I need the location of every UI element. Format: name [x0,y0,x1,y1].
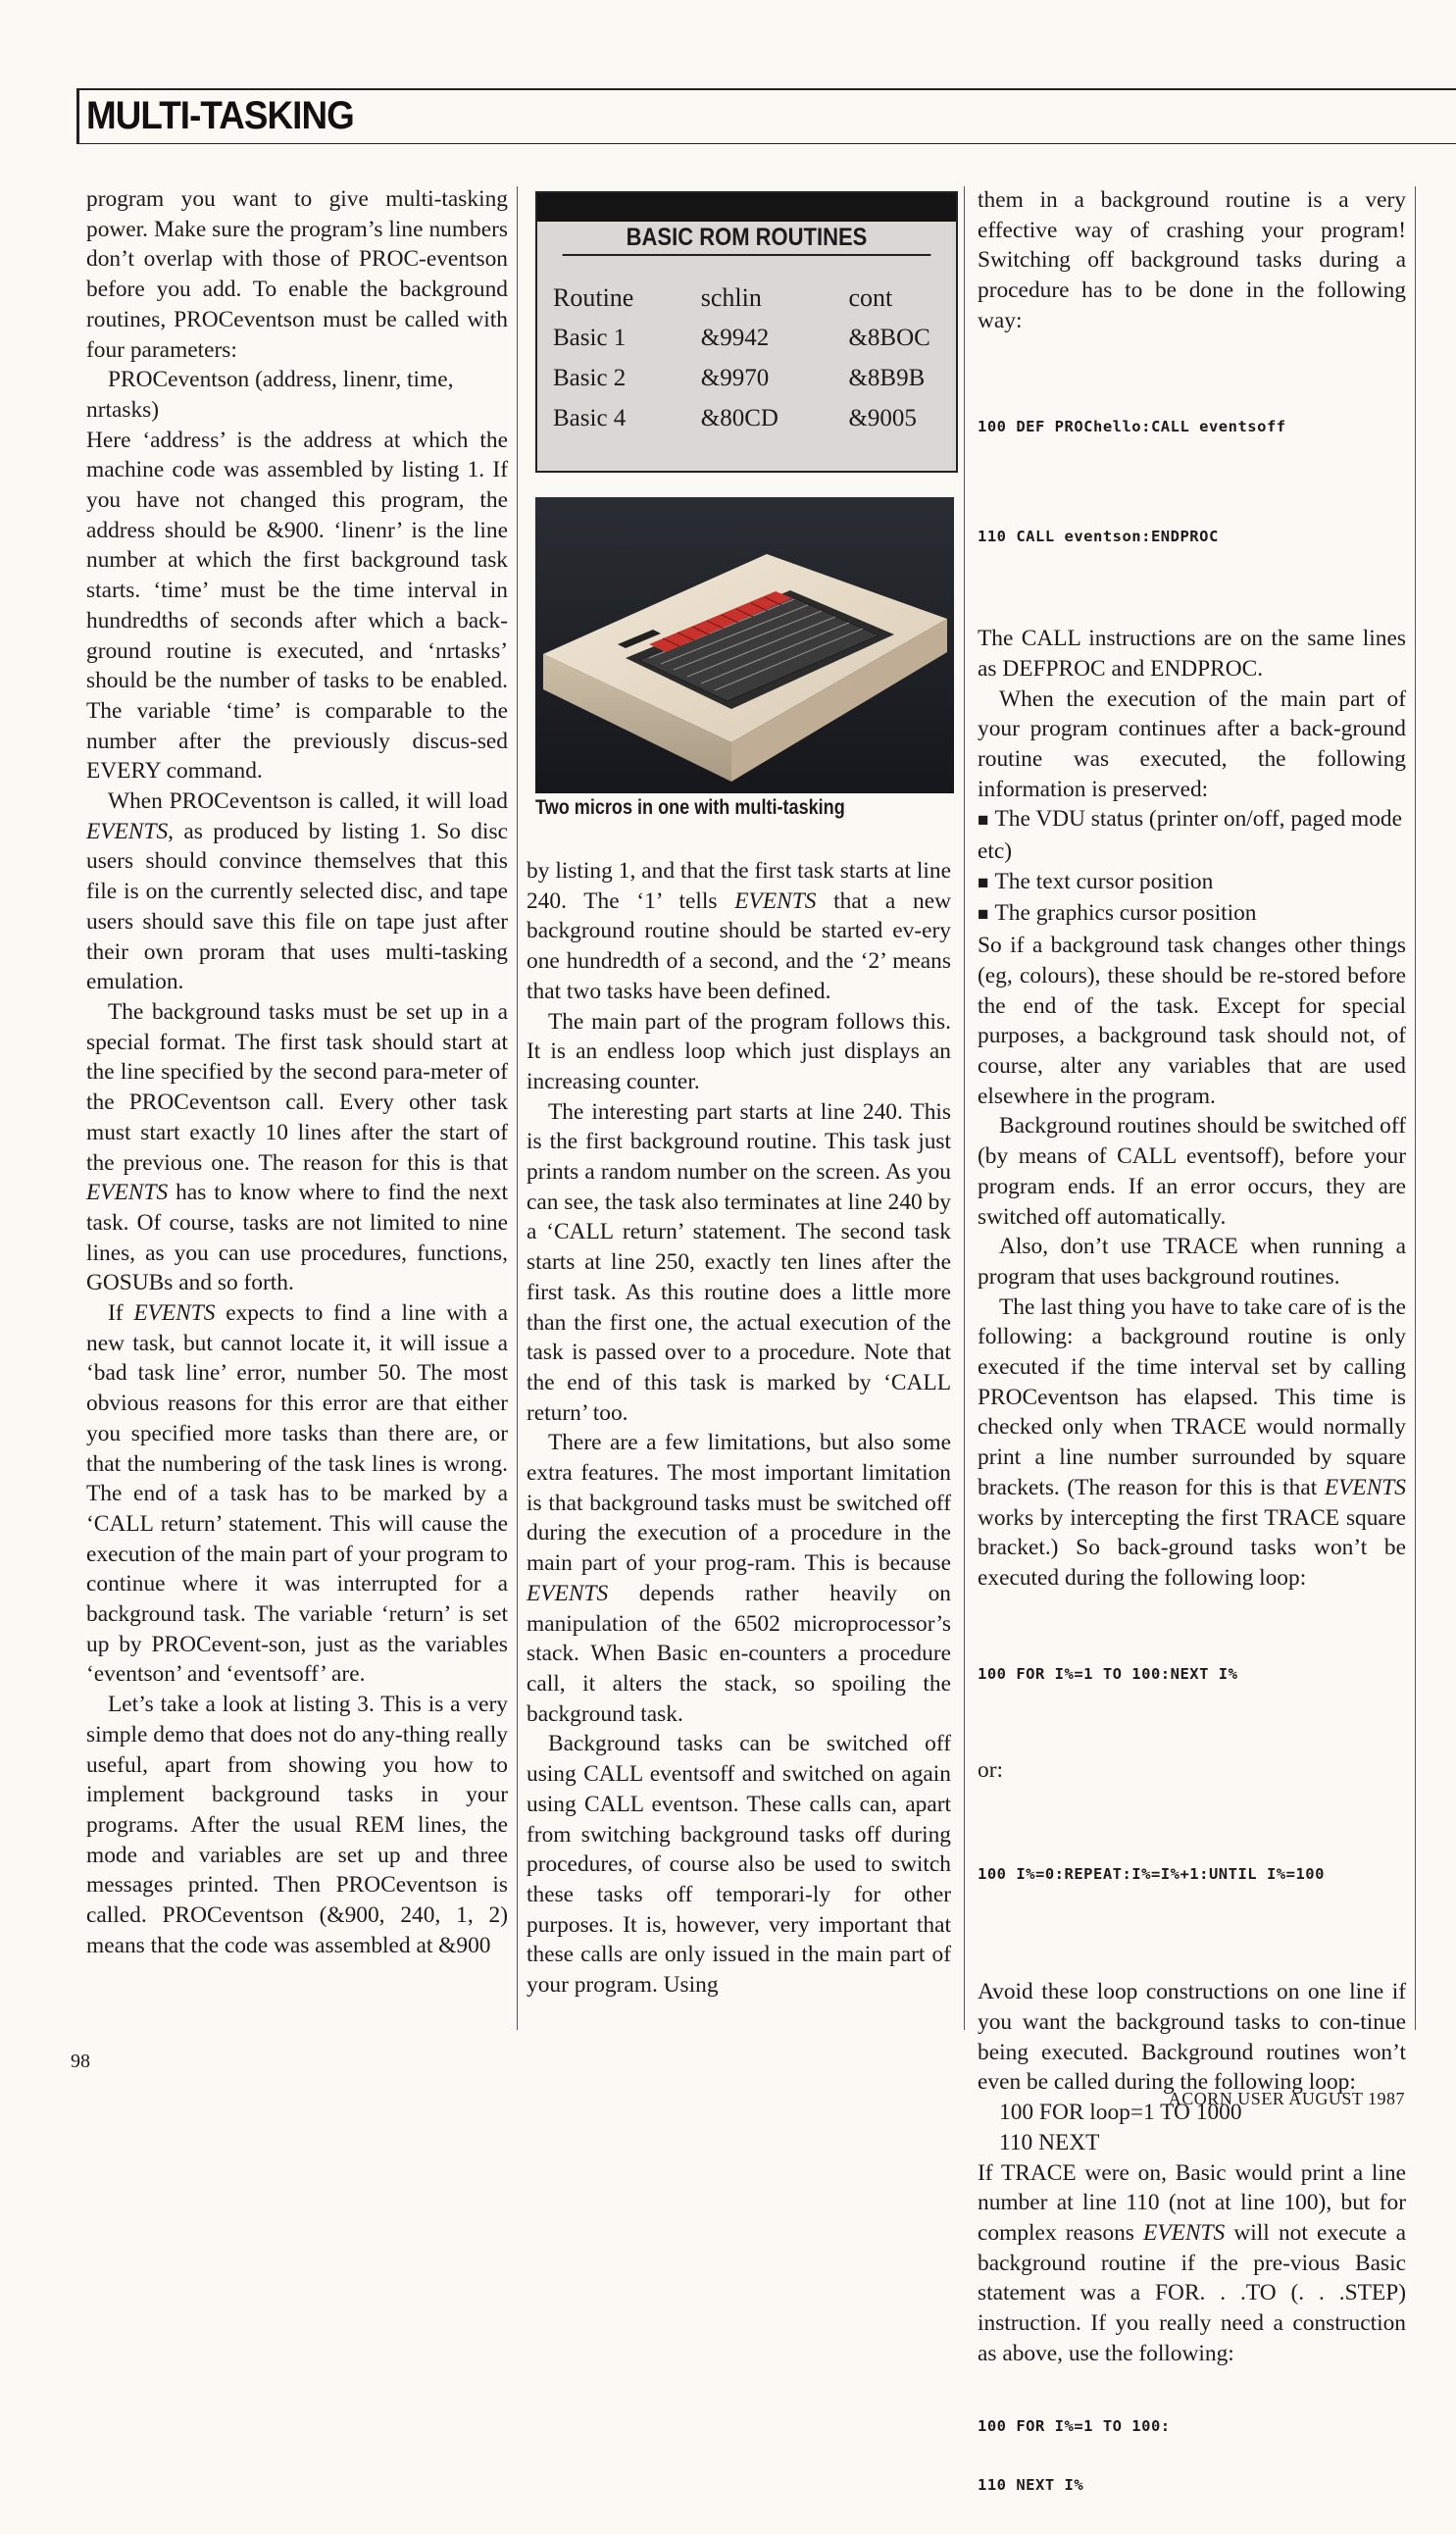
bullet-icon: ■ [978,904,989,926]
header-side-rule [76,88,79,143]
photo-caption: Two micros in one with multi-tasking [535,796,845,819]
bbc-micro-photo [535,497,954,793]
paragraph: Background tasks can be switched off using CALL eventsoff and switched on again using CALL eventson. These calls can, apart from switching background tasks off during procedures, of course also be used to switch these tasks off temporari-ly for other purposes. It is, however, very important that these calls are only issued in the main part of your program. Using [527,1731,951,1999]
table-header-bar [537,193,956,222]
paragraph: The interesting part starts at line 240. This is the first background routine. This task just prints a random number on the screen. As you can see, the task also terminates at line 240 by a ‘CALL return’ statement. The second task starts at line 250, exactly ten lines after the first task. As this routine does a little more than the first one, the actual execution of the task is passed over to a procedure. Note that the end of this task is marked by ‘CALL return’ too. [527,1098,951,1426]
article-column-3 [978,185,1406,2534]
code-line: 100 I%=0:REPEAT:I%=I%+1:UNTIL I%=100 [978,1865,1325,1884]
code-line: 100 FOR I%=1 TO 100:NEXT I% [978,1665,1238,1684]
basic-rom-routines-table [535,191,958,473]
paragraph: PROCeventson (address, linenr, time, nrtasks) [86,367,454,423]
paragraph: Avoid these loop constructions on one line if you want the background tasks to con-tinue being executed. Background routines won’t even be called during the following loop: [978,1979,1406,2096]
column-header: Routine [553,282,634,312]
table-cell: &9942 [700,324,770,351]
code-listing [978,346,1406,619]
table-cell: &8B9B [848,364,926,391]
paragraph: by listing 1, and that the first task starts at line 240. The ‘1’ tells EVENTS that a new background routine should be started ev-ery one hundredth of a second, and the ‘2’ means that two tasks have been defined. [527,858,951,1004]
paragraph: Here ‘address’ is the address at which the machine code was assembled by listing 1. If you have not changed this program, the address should be &900. ‘linenr’ is the line number at which the first background task starts. ‘time’ must be the time interval in hundredths of seconds after which a back-ground routine is executed, and ‘nrtasks’ should be the number of tasks to be enabled. The variable ‘time’ is comparable to the number after the previously discus-sed EVERY command. [86,427,508,785]
table-cell: Basic 1 [553,324,627,351]
bullet-icon: ■ [978,810,989,832]
paragraph: The last thing you have to take care of is the following: a background routine is only executed if the time interval set by calling PROCeventson has elapsed. This time is checked only when TRACE would normally print a line number surrounded by square brackets. (The reason for this is that EVENTS works by intercepting the first TRACE square bracket.) So back-ground tasks won’t be executed during the following loop: [978,1293,1406,1591]
code-line: 100 FOR loop=1 TO 1000 [999,2100,1242,2126]
page-number: 98 [71,2051,90,2072]
column-header: cont [848,282,893,312]
table-cell: &8BOC [848,324,930,351]
publication-footer: ACORN USER AUGUST 1987 [1168,2089,1405,2108]
column-divider-outer [1415,186,1416,2030]
routines-table [553,278,956,438]
code-line: 100 FOR I%=1 TO 100: [978,2416,1171,2435]
table-row [553,398,956,438]
paragraph: If TRACE were on, Basic would print a line number at line 110 (not at line 100), but for complex reasons EVENTS will not execute a background routine if the pre-vious Basic statement was a FOR. . .TO (. . .STEP) instruction. If you really need a construction as above, use the following: [978,2159,1406,2366]
code-line: 100 DEF PROChello:CALL eventsoff [978,417,1286,435]
table-cell: Basic 2 [553,364,627,391]
paragraph: Background routines should be switched off (by means of CALL eventsoff), before your program ends. If an error occurs, they are switched off automatically. [978,1113,1406,1230]
article-column-2 [527,856,951,2001]
paragraph: Let’s take a look at listing 3. This is a very simple demo that does not do any-thing really useful, apart from showing you how to implement background tasks in your programs. After the usual REM lines, the mode and variables are set up and three messages printed. Then PROCeventson is called. PROCeventson (&900, 240, 1, 2) means that the code was assembled at &900 [86,1692,508,1958]
header-top-rule [76,88,1456,90]
table-title: BASIC ROM ROUTINES [563,222,931,256]
paragraph: The CALL instructions are on the same lines as DEFPROC and ENDPROC. [978,626,1406,682]
section-title: MULTI-TASKING [86,94,354,137]
paragraph: If EVENTS expects to find a line with a new task, but cannot locate it, it will issue a ‘bad task line’ error, number 50. The most obvious reasons for this error are that either you specified more tasks than there are, or that the numbering of the task lines is wrong. The end of a task has to be marked by a ‘CALL return’ statement. This will cause the execution of the main part of your program to continue where it was interrupted for a background task. The variable ‘return’ is set up by PROCevent-son, just as the variables ‘eventson’ and ‘eventsoff’ are. [86,1300,508,1688]
computer-illustration [535,497,954,793]
paragraph: Also, don’t use TRACE when running a program that uses background routines. [978,1234,1406,1290]
table-cell: &9005 [848,404,917,431]
paragraph: So if a background task changes other things (eg, colours), these should be re-stored before the end of the task. Except for special purposes, a background task should not, of course, alter any variables that are used elsewhere in the program. [978,933,1406,1109]
code-listing [978,1594,1406,1756]
paragraph: or: [978,1757,1003,1784]
column-divider-left [517,186,518,2030]
column-divider-right [964,186,965,2030]
table-cell: &80CD [700,404,778,431]
bullet-item: ■ The graphics cursor position [978,900,1257,927]
bullet-item: ■ The text cursor position [978,868,1214,894]
bullet-icon: ■ [978,872,989,893]
code-listing [978,2377,1406,2534]
table-header-row [553,278,956,318]
table-cell: Basic 4 [553,404,627,431]
paragraph: program you want to give multi-tasking power. Make sure the program’s line numbers don’t overlap with those of PROC-eventson before you add. To enable the background routines, PROCeventson must be called with four parameters: [86,186,508,363]
paragraph: When PROCeventson is called, it will load EVENTS, as produced by listing 1. So disc users should convince themselves that this file is on the currently selected disc, and tape users should save this file on tape just after their own proram that uses multi-tasking emulation. [86,788,508,995]
code-line: 110 NEXT I% [978,2475,1084,2494]
table-row [553,358,956,398]
paragraph: There are a few limitations, but also some extra features. The most important limitation is that background tasks must be switched off during the execution of a procedure in the main part of your prog-ram. This is because EVENTS depends rather heavily on manipulation of the 6502 microprocessor’s stack. When Basic en-counters a procedure call, it alters the stack, so spoiling the background task. [527,1430,951,1727]
bullet-item: ■ The VDU status (printer on/off, paged mode etc) [978,806,1403,865]
code-line: 110 NEXT [999,2129,1100,2155]
code-line: 110 CALL eventson:ENDPROC [978,528,1219,546]
column-header: schlin [700,282,762,312]
header-bottom-rule [76,143,1456,144]
table-cell: &9970 [700,364,770,391]
table-row [553,318,956,358]
paragraph: The background tasks must be set up in a special format. The first task should start at the line specified by the second para-meter of the PROCeventson call. Every other task must start exactly 10 lines after the start of the previous one. The reason for this is that EVENTS has to know where to find the next task. Of course, tasks are not limited to nine lines, as you can use procedures, functions, GOSUBs and so forth. [86,998,508,1296]
paragraph: When the execution of the main part of your program continues after a back-ground routine was executed, the following information is preserved: [978,685,1406,802]
article-column-1 [86,184,508,1960]
code-listing [978,1794,1406,1956]
paragraph: them in a background routine is a very effective way of crashing your program! Switching off background tasks during a procedure has to be done in the following way: [978,187,1406,333]
paragraph: The main part of the program follows this. It is an endless loop which just displays an increasing counter. [527,1008,951,1094]
